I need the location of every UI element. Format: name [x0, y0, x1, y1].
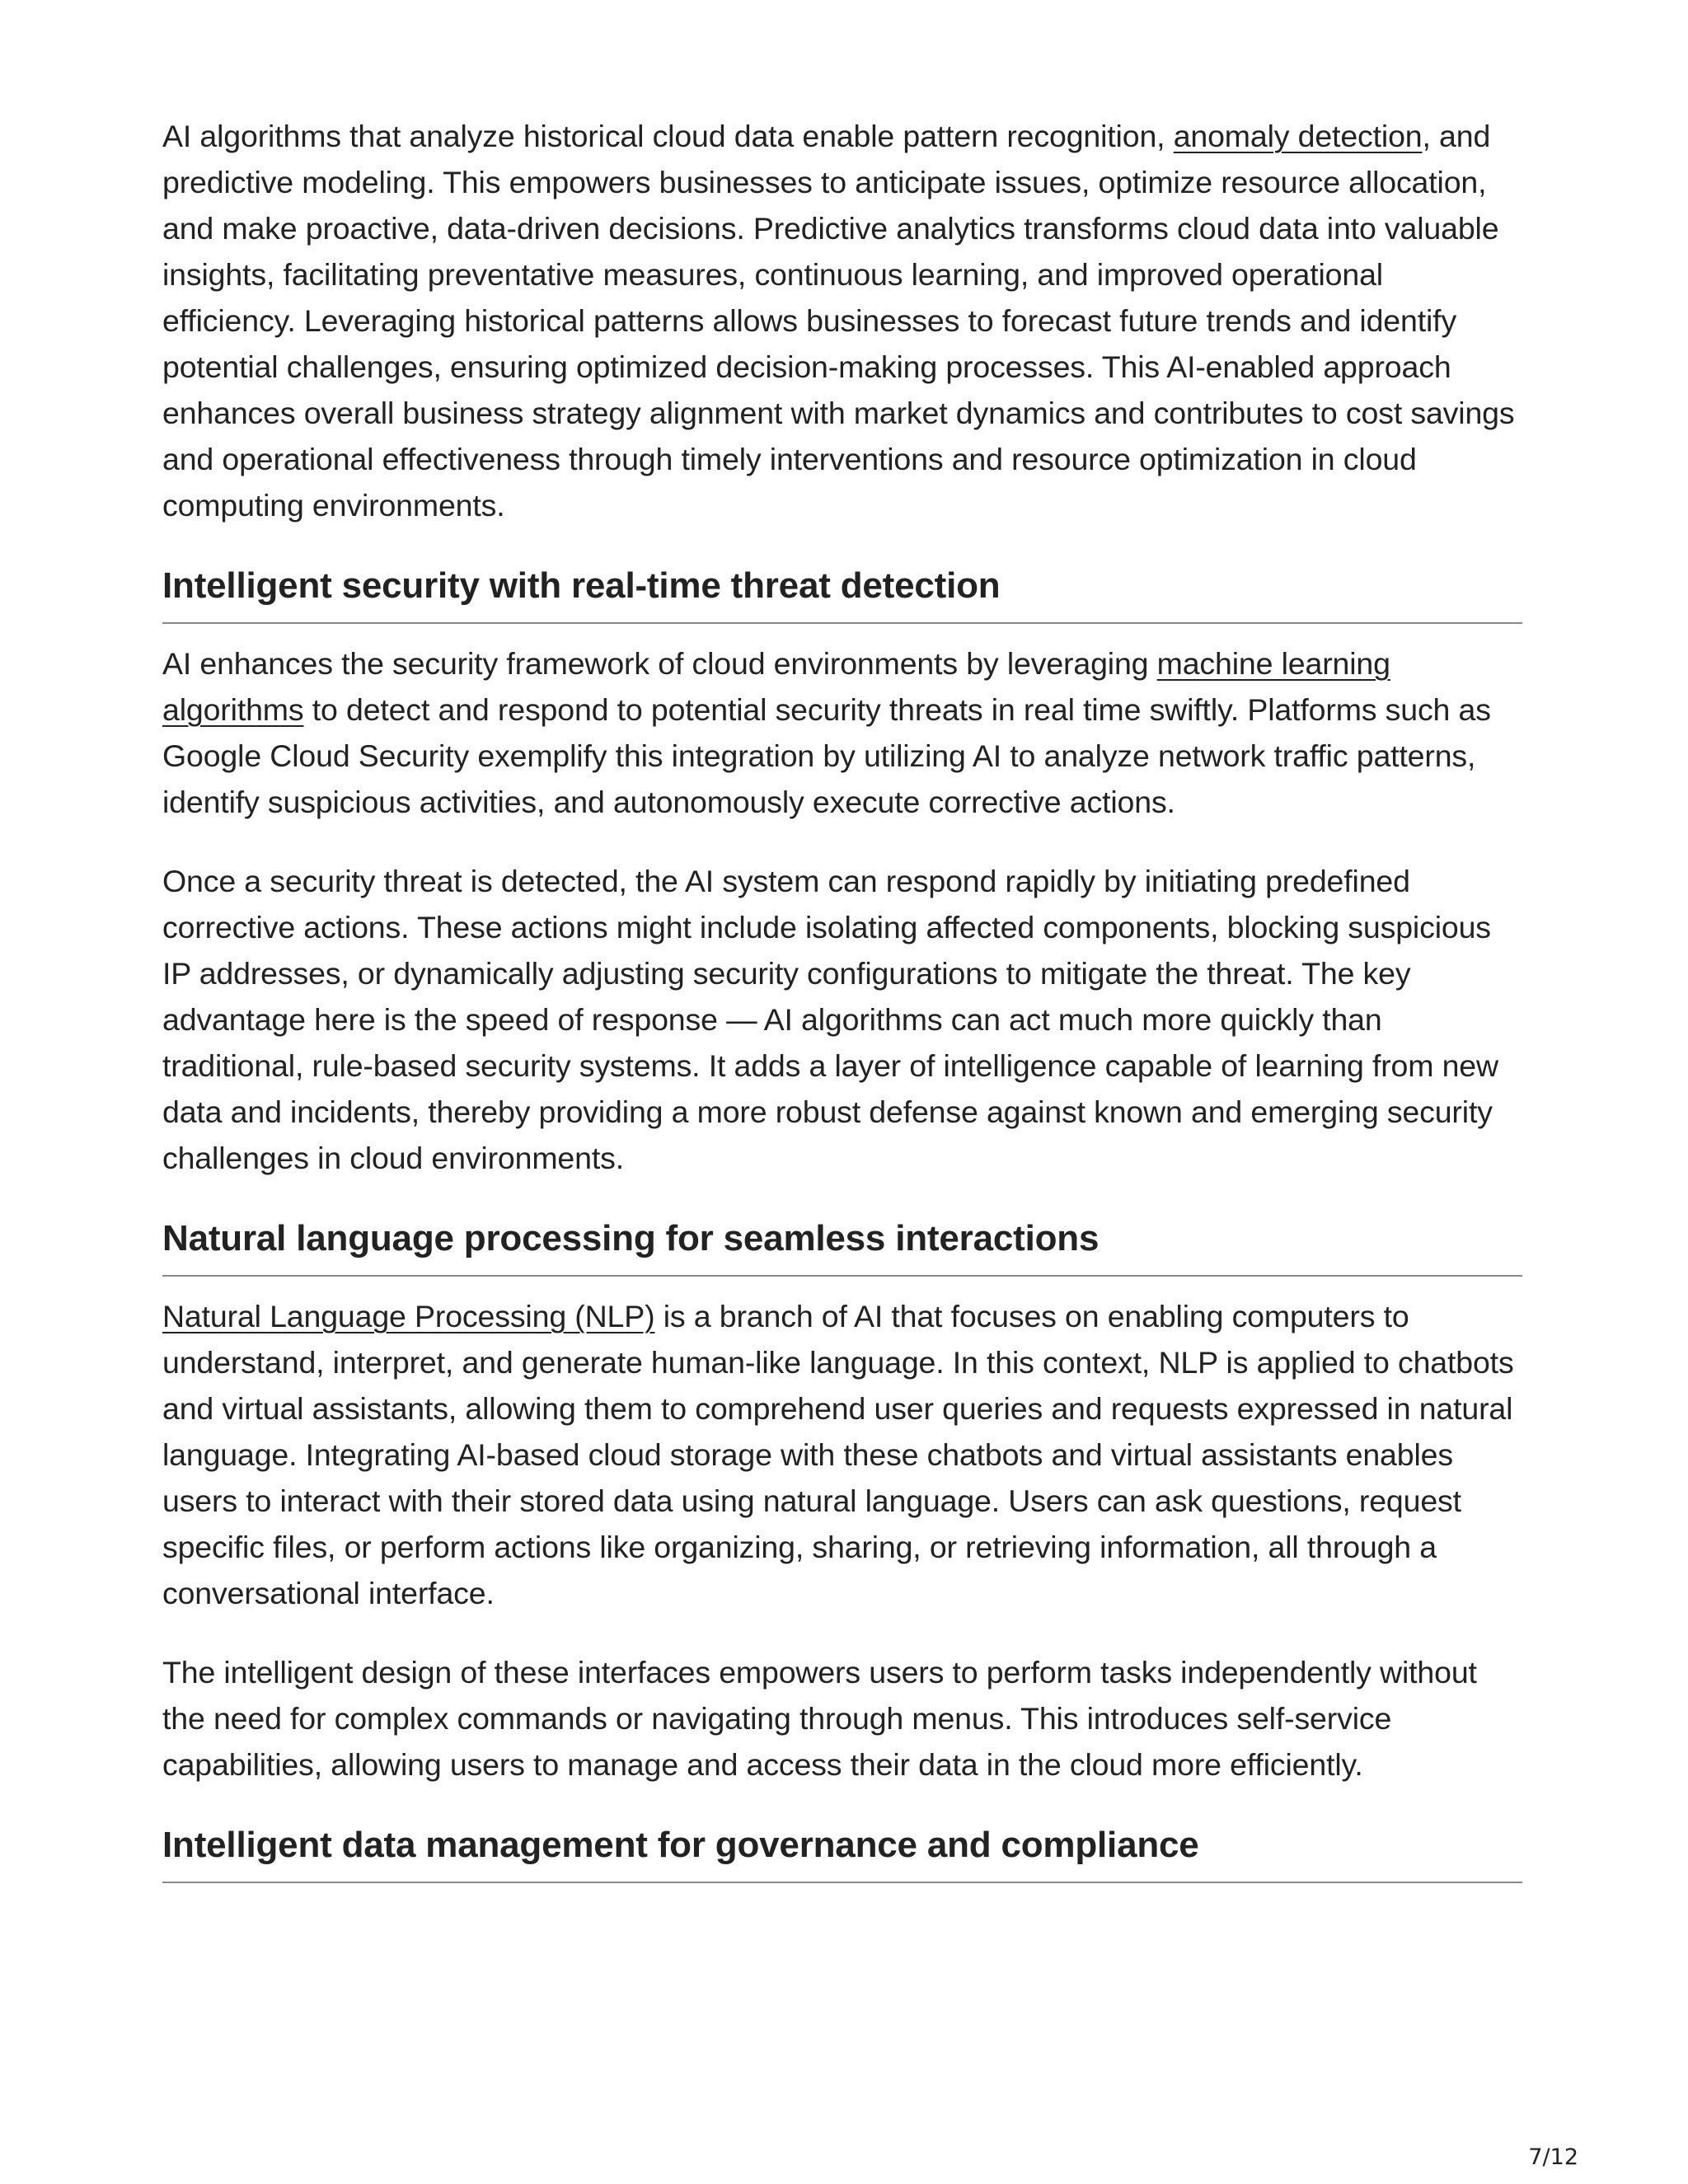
anomaly-detection-link[interactable]: anomaly detection — [1173, 119, 1423, 153]
nlp-paragraph-2: The intelligent design of these interfaces empowers users to perform tasks independently without the need for complex commands or navigating through menus. This introduces self-service capabilities, allowing users to manage and access their data in the cloud more efficiently. — [162, 1655, 1477, 1782]
security-paragraph-1 — [162, 640, 1522, 825]
nlp-link[interactable]: Natural Language Processing (NLP) — [162, 1299, 655, 1333]
nlp-paragraph-1 — [162, 1293, 1522, 1616]
intro-text-end: , and predictive modeling. This empowers businesses to anticipate issues, optimize resource allocation, and make proactive, data-driven decisions. Predictive analytics transforms cloud data into valuable insights, facilitating preventative measures, continuous learning, and improved operational efficiency. Leveraging historical patterns allows businesses to forecast future trends and identify potential challenges, ensuring optimized decision-making processes. This AI-enabled approach enhances overall business strategy alignment with market dynamics and contributes to cost savings and operational effectiveness through timely interventions and resource optimization in cloud computing environments. — [162, 119, 1515, 523]
section-data-management — [162, 1822, 1522, 1883]
intro-paragraph — [162, 113, 1522, 528]
section-nlp — [162, 1216, 1522, 1788]
intro-text-start: AI algorithms that analyze historical cloud data enable pattern recognition, — [162, 119, 1174, 153]
section-security — [162, 563, 1522, 1181]
page-number: 7/12 — [1528, 2144, 1578, 2170]
security-p1-text-start: AI enhances the security framework of cloud environments by leveraging — [162, 646, 1157, 681]
security-paragraph-2: Once a security threat is detected, the AI system can respond rapidly by initiating predefined corrective actions. These actions might include isolating affected components, blocking suspicious IP addresses, or dynamically adjusting security configurations to mitigate the threat. The key advantage here is the speed of response — AI algorithms can act much more quickly than traditional, rule-based security systems. It adds a layer of intelligence capable of learning from new data and incidents, thereby providing a more robust defense against known and emerging security challenges in cloud environments. — [162, 864, 1498, 1175]
section-heading-data-management: Intelligent data management for governance and compliance — [162, 1825, 1199, 1865]
machine-learning-algorithms-link[interactable]: machine learning algorithms — [162, 646, 1390, 727]
section-data-management-header — [162, 1822, 1522, 1883]
article-body — [162, 113, 1522, 1900]
security-p1-text-end: to detect and respond to potential security threats in real time swiftly. Platforms such as Google Cloud Security exemplify this integration by utilizing AI to analyze network traffic patterns, identify suspicious activities, and autonomously execute corrective actions. — [162, 692, 1491, 819]
section-security-header — [162, 563, 1522, 624]
nlp-p1-text: is a branch of AI that focuses on enabling computers to understand, interpret, and generate human-like language. In this context, NLP is applied to chatbots and virtual assistants, allowing them to comprehend user queries and requests expressed in natural language. Integrating AI-based cloud storage with these chatbots and virtual assistants enables users to interact with their stored data using natural language. Users can ask questions, request specific files, or perform actions like organizing, sharing, or retrieving information, all through a conversational interface. — [162, 1299, 1514, 1610]
section-nlp-header — [162, 1216, 1522, 1277]
section-heading-security: Intelligent security with real-time threat detection — [162, 565, 1001, 606]
section-heading-nlp: Natural language processing for seamless interactions — [162, 1218, 1100, 1258]
